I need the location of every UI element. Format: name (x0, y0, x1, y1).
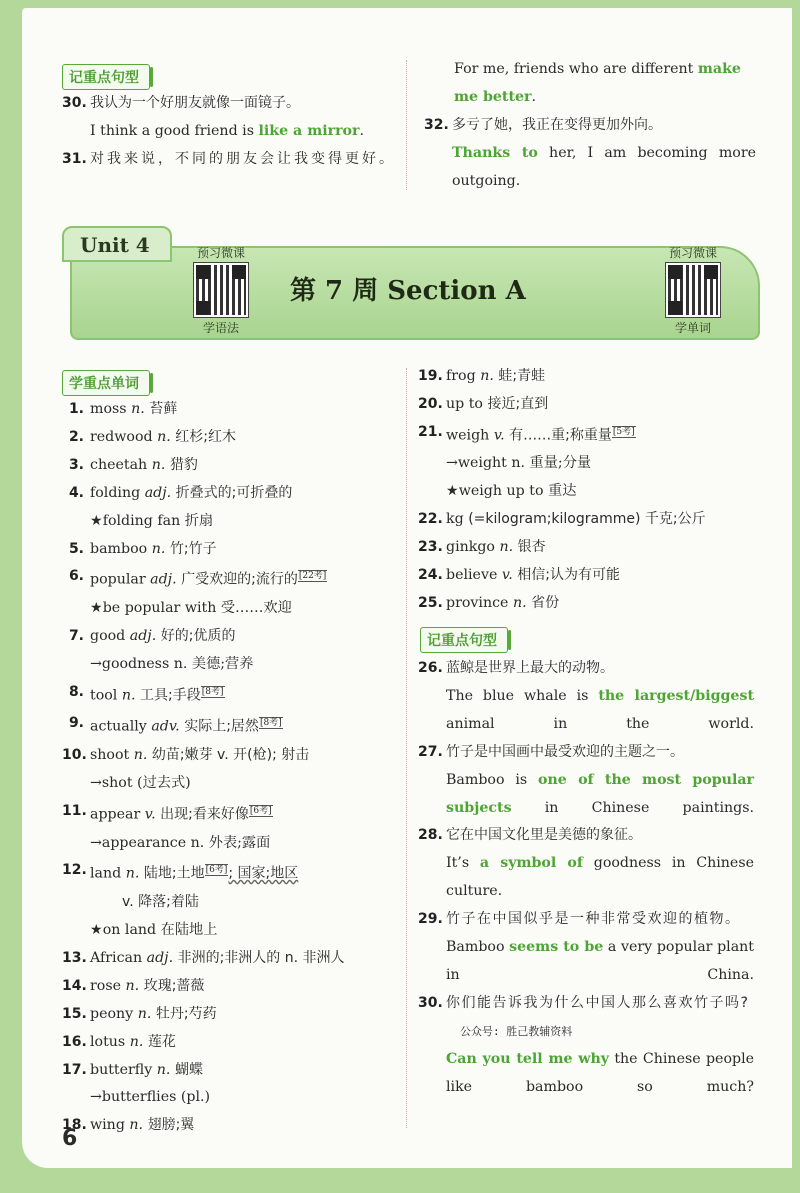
sentence-30: 30. 我认为一个好朋友就像一面镜子。 (62, 95, 300, 111)
sentence-26-en: The blue whale is the largest/biggest animal in the world. (446, 687, 754, 732)
vocab-item: 25. province n. 省份 (418, 594, 560, 611)
vocab-item: 21. weigh v. 有……重;称重量[ $^{5考}$ ] (418, 419, 758, 451)
vocab-item: 6. popular adj. 广受欢迎的;流行的[ $^{22考}$ ] (62, 563, 402, 595)
vocab-sub: →butterflies (pl.) (90, 1089, 211, 1106)
vocab-item: 18. wing n. 翅膀;翼 (62, 1117, 195, 1134)
unit-label: Unit 4 (62, 226, 172, 262)
column-divider (406, 60, 407, 190)
vocab-item: 17. butterfly n. 蝴蝶 (62, 1061, 203, 1078)
sentence-28: 28. 它在中国文化里是美德的象征。 (418, 827, 642, 844)
vocab-sub: ★folding fan 折扇 (90, 512, 214, 529)
sentence-32-en: Thanks to her, I am becoming more outgoing. (452, 144, 757, 189)
qr-vocabulary[interactable]: 预习微课 学单词 (658, 244, 728, 336)
vocab-sub: v. 降落;着陆 (122, 894, 199, 911)
vocab-sub: ★on land 在陆地上 (90, 921, 218, 938)
qr-grammar[interactable]: 预习微课 学语法 (186, 244, 256, 336)
sentence-30-en: I think a good friend is like a mirror. (90, 122, 364, 139)
vocab-item: 7. good adj. 好的;优质的 (68, 627, 236, 644)
vocab-sub: ★be popular with 受……欢迎 (90, 600, 292, 617)
watermark-text: 公众号: 胜己教辅资料 (460, 1024, 573, 1038)
section-tag-key-sentences-2: 记重点句型 (420, 627, 508, 653)
vocab-item: 23. ginkgo n. 银杏 (418, 539, 546, 556)
vocab-item: 14. rose n. 玫瑰;蔷薇 (62, 977, 205, 994)
sentence-32: 32. 多亏了她，我正在变得更加外向。 (424, 116, 662, 133)
sentence-26: 26. 蓝鲸是世界上最大的动物。 (418, 660, 614, 676)
vocab-sub: →goodness n. 美德;营养 (90, 655, 254, 672)
vocab-item: 8. tool n. 工具;手段[ $^{8考}$ ] (62, 679, 402, 711)
section-tag-key-sentences: 记重点句型 (62, 64, 150, 90)
sentence-29: 29. 竹子在中国似乎是一种非常受欢迎的植物。 (418, 911, 741, 928)
vocab-item: 1. moss n. 苔藓 (68, 401, 178, 417)
vocab-list-right (418, 363, 758, 618)
sentence-30b-en: Can you tell me why the Chinese people like bamboo so much? (446, 1050, 754, 1095)
vocab-item: 4. folding adj. 折叠式的;可折叠的 (68, 484, 293, 501)
top-right-sentences (424, 56, 756, 196)
vocab-item: 19. frog n. 蛙;青蛙 (418, 368, 546, 384)
vocab-item: 5. bamboo n. 竹;竹子 (68, 540, 217, 557)
sentence-27-en: Bamboo is one of the most popular subjects in Chinese paintings. (446, 771, 755, 816)
vocab-item: 15. peony n. 牡丹;芍药 (62, 1005, 217, 1022)
sentence-30b: 30. 你们能告诉我为什么中国人那么喜欢竹子吗?公众号: 胜己教辅资料 (418, 994, 750, 1038)
vocab-item: 11. appear v. 出现;看来好像[ $^{6考}$ ] (62, 798, 402, 830)
vocab-sub: →weight n. 重量;分量 (446, 455, 592, 472)
week-title: 第 7 周 Section A (290, 276, 526, 306)
sentence-28-en: It’s a symbol of goodness in Chinese culture. (446, 855, 755, 900)
qr-code-icon (666, 263, 720, 317)
vocab-item: 20. up to 接近;直到 (418, 395, 549, 412)
page-number: 6 (62, 1126, 78, 1151)
qr-code-icon (194, 263, 248, 317)
sentence-31: 31. 对我来说，不同的朋友会让我变得更好。 (62, 150, 396, 167)
vocab-item: 9. actually adv. 实际上;居然[ $^{8考}$ ] (62, 710, 402, 742)
sentence-31-en: For me, friends who are different make me better. (454, 61, 741, 105)
vocab-item: 24. believe v. 相信;认为有可能 (418, 567, 620, 584)
sentence-29-en: Bamboo seems to be a very popular plant in China. (446, 939, 754, 983)
vocab-item: 13. African adj. 非洲的;非洲人的 n. 非洲人 (62, 949, 345, 966)
vocab-item: 12. land n. 陆地;土地[ $^{6考}$ ] ; 国家;地区 (62, 857, 402, 889)
vocab-item: 22. kg (=kilogram;kilogramme) 千克;公斤 (418, 511, 706, 528)
vocab-item: 10. shoot n. 幼苗;嫩芽 v. 开(枪); 射击 (62, 747, 310, 764)
vocab-list-left (62, 396, 402, 1140)
sentence-list-right (418, 655, 754, 1102)
column-divider (406, 368, 407, 1128)
vocab-sub: ★weigh up to 重达 (446, 483, 577, 500)
vocab-sub: →shot (过去式) (90, 774, 191, 791)
sentence-27: 27. 竹子是中国画中最受欢迎的主题之一。 (418, 743, 684, 760)
top-left-sentences (62, 90, 398, 174)
vocab-item: 16. lotus n. 莲花 (62, 1033, 176, 1050)
vocab-item: 2. redwood n. 红杉;红木 (68, 428, 236, 445)
vocab-sub: →appearance n. 外表;露面 (90, 834, 271, 851)
section-tag-key-words: 学重点单词 (62, 370, 150, 396)
vocab-item: 3. cheetah n. 猎豹 (68, 456, 198, 473)
